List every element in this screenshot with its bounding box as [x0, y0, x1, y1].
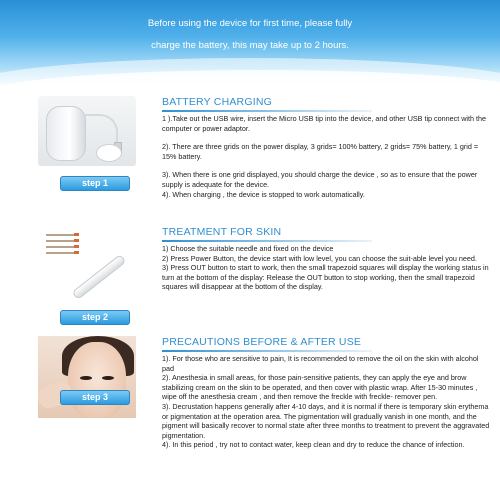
needle-tip: [74, 251, 79, 254]
paragraph: 4). When charging , the device is stopped to work automatically.: [162, 189, 365, 199]
paragraph: 3). When there is one grid displayed, you should charge the device , so as to ensure that the power supply is adequate for the device.: [162, 170, 478, 189]
eye: [102, 376, 114, 380]
needle-tip: [74, 245, 79, 248]
section-precautions: [0, 336, 500, 500]
paragraph: 4). In this period , try not to contact water, keep clean and dry to reduce the chance of infection.: [162, 440, 465, 450]
step-2-button[interactable]: step 2: [60, 310, 130, 325]
section-body: [162, 114, 490, 199]
paragraph: 3) Press OUT button to start to work, then the small trapezoid squares will display the working status in turn at the bottom of the display: Release the OUT button to stop working, then the small trapezoid squares will disappear at the bottom of the display.: [162, 263, 489, 292]
paragraph: 1) Choose the suitable needle and fixed on the device: [162, 244, 334, 253]
needle-tip: [74, 233, 79, 236]
eye: [80, 376, 92, 380]
section-divider: [162, 110, 372, 112]
header-banner: [0, 0, 500, 90]
needle: [46, 240, 76, 242]
section-divider: [162, 350, 372, 352]
section-body: [162, 244, 490, 292]
paragraph: 2) Press Power Button, the device start with low level, you can choose the suit-able level you need.: [162, 253, 477, 263]
section-battery-charging: [0, 96, 500, 214]
section-treatment: [0, 226, 500, 332]
needle-tip: [74, 239, 79, 242]
section-title: BATTERY CHARGING: [162, 96, 272, 108]
section-divider: [162, 240, 372, 242]
paragraph: 3). Decrustation happens generally after 4-10 days, and it is normal if there is temporary skin erythema or pigmentation at the operation area. The pigmentation will gradually vanish in one month, and the pigment will basically recover to normal state after three months to treatment to prevent the aggravated pigmentation.: [162, 401, 490, 440]
needle: [46, 234, 76, 236]
device-body: [46, 106, 86, 161]
paragraph: 1). For those who are sensitive to pain, It is recommended to remove the oil on the skin with alcohol pad: [162, 354, 479, 373]
pen-and-needles-image: [38, 228, 136, 306]
needle: [46, 246, 76, 248]
usb-cable: [83, 114, 118, 144]
needle: [46, 252, 76, 254]
step-3-button[interactable]: step 3: [60, 390, 130, 405]
paragraph: 1 ).Take out the USB wire, insert the Micro USB tip into the device, and other USB tip connect with the computer or power adaptor.: [162, 114, 486, 133]
charging-dock: [96, 144, 122, 162]
device-charging-image: [38, 96, 136, 166]
banner-text-line1: Before using the device for first time, please fully: [147, 18, 353, 29]
banner-text-line2: charge the battery, this may take up to 2 hours.: [151, 40, 349, 51]
section-title: PRECAUTIONS BEFORE & AFTER USE: [162, 336, 362, 348]
freckle-pen: [71, 254, 126, 300]
woman-face-image: [38, 336, 136, 418]
face: [68, 342, 126, 418]
step-1-button[interactable]: step 1: [60, 176, 130, 191]
paragraph: 2). Anesthesia in small areas, for those pain-sensitive patients, they can apply the eye and brow stabilizing cream on the skin to be operated, and then cover with plastic wrap. After 15-30 minutes , wipe off the anesthesia cream , and then remove the freckle with freckle- remover pen.: [162, 373, 478, 402]
paragraph: 2). There are three grids on the power display, 3 grids= 100% battery, 2 grids= 75% battery, 1 grid = 15% battery.: [162, 142, 479, 161]
section-title: TREATMENT FOR SKIN: [162, 226, 282, 238]
section-body: [162, 354, 490, 450]
